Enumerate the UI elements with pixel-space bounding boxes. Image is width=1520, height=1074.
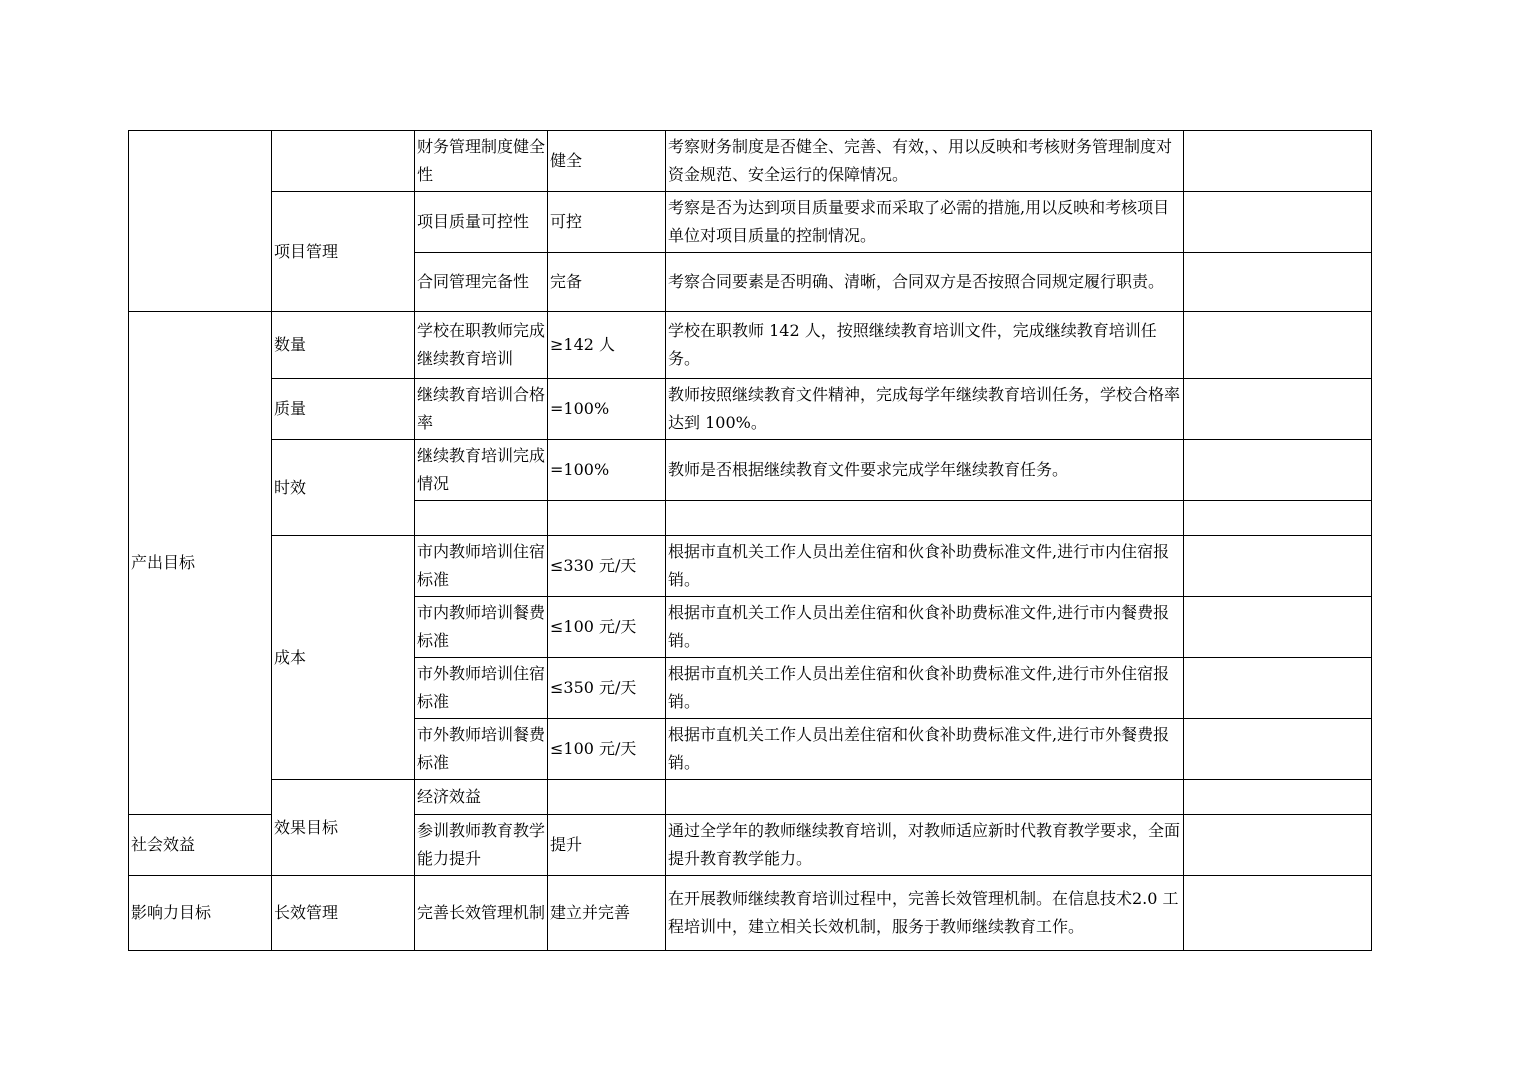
remark-cell — [1184, 815, 1372, 876]
remark-cell — [1184, 253, 1372, 312]
level2-cell-empty — [272, 131, 415, 192]
indicator-cell-empty — [415, 501, 548, 536]
description-cell: 教师按照继续教育文件精神，完成每学年继续教育培训任务，学校合格率达到 100%。 — [666, 379, 1184, 440]
table-row — [129, 192, 1372, 253]
value-cell: 健全 — [548, 131, 666, 192]
remark-cell — [1184, 379, 1372, 440]
level2-cell: 成本 — [272, 536, 415, 780]
level2-cell: 质量 — [272, 379, 415, 440]
indicator-cell: 完善长效管理机制 — [415, 876, 548, 951]
level2-cell: 项目管理 — [272, 192, 415, 312]
value-cell: 可控 — [548, 192, 666, 253]
level1-cell: 产出目标 — [129, 312, 272, 815]
value-cell: 完备 — [548, 253, 666, 312]
description-cell: 教师是否根据继续教育文件要求完成学年继续教育任务。 — [666, 440, 1184, 501]
value-cell: ≥142 人 — [548, 312, 666, 379]
description-cell: 考察是否为达到项目质量要求而采取了必需的措施,用以反映和考核项目单位对项目质量的控制情况。 — [666, 192, 1184, 253]
indicator-cell: 市内教师培训餐费标准 — [415, 597, 548, 658]
description-cell: 在开展教师继续教育培训过程中，完善长效管理机制。在信息技术2.0 工程培训中，建立相关长效机制，服务于教师继续教育工作。 — [666, 876, 1184, 951]
value-cell: ≤100 元/天 — [548, 597, 666, 658]
level2-cell: 时效 — [272, 440, 415, 536]
remark-cell — [1184, 312, 1372, 379]
description-cell: 根据市直机关工作人员出差住宿和伙食补助费标准文件,进行市内住宿报销。 — [666, 536, 1184, 597]
description-cell: 学校在职教师 142 人，按照继续教育培训文件，完成继续教育培训任务。 — [666, 312, 1184, 379]
remark-cell — [1184, 131, 1372, 192]
value-cell-empty — [666, 780, 1184, 815]
table-row — [129, 379, 1372, 440]
description-cell: 根据市直机关工作人员出差住宿和伙食补助费标准文件,进行市内餐费报销。 — [666, 597, 1184, 658]
value-cell: 提升 — [548, 815, 666, 876]
level1-cell: 效果目标 — [272, 780, 415, 876]
remark-cell — [1184, 597, 1372, 658]
level2-cell: 社会效益 — [129, 815, 272, 876]
indicator-cell: 学校在职教师完成继续教育培训 — [415, 312, 548, 379]
level2-cell: 经济效益 — [415, 780, 548, 815]
table-row — [129, 780, 1372, 815]
level2-cell: 长效管理 — [272, 876, 415, 951]
table-row — [129, 536, 1372, 597]
remark-cell — [1184, 192, 1372, 253]
remark-cell — [1184, 658, 1372, 719]
level2-cell: 数量 — [272, 312, 415, 379]
remark-cell — [1184, 876, 1372, 951]
description-cell: 根据市直机关工作人员出差住宿和伙食补助费标准文件,进行市外餐费报销。 — [666, 719, 1184, 780]
table-row — [129, 312, 1372, 379]
description-cell-empty — [666, 501, 1184, 536]
table-row — [129, 131, 1372, 192]
description-cell-empty — [1184, 780, 1372, 815]
value-cell: =100% — [548, 440, 666, 501]
indicator-cell: 合同管理完备性 — [415, 253, 548, 312]
remark-cell — [1184, 719, 1372, 780]
remark-cell — [1184, 536, 1372, 597]
table-row — [129, 876, 1372, 951]
value-cell: 建立并完善 — [548, 876, 666, 951]
value-cell: =100% — [548, 379, 666, 440]
indicator-cell-empty — [548, 780, 666, 815]
description-cell: 通过全学年的教师继续教育培训，对教师适应新时代教育教学要求，全面提升教育教学能力。 — [666, 815, 1184, 876]
indicator-cell: 参训教师教育教学能力提升 — [415, 815, 548, 876]
value-cell: ≤330 元/天 — [548, 536, 666, 597]
description-cell: 考察合同要素是否明确、清晰，合同双方是否按照合同规定履行职责。 — [666, 253, 1184, 312]
indicator-cell: 项目质量可控性 — [415, 192, 548, 253]
performance-indicator-table — [128, 130, 1372, 951]
level1-cell: 影响力目标 — [129, 876, 272, 951]
description-cell: 考察财务制度是否健全、完善、有效，、用以反映和考核财务管理制度对资金规范、安全运行的保障情况。 — [666, 131, 1184, 192]
indicator-cell: 市外教师培训餐费标准 — [415, 719, 548, 780]
indicator-cell: 市外教师培训住宿标准 — [415, 658, 548, 719]
indicator-cell: 财务管理制度健全性 — [415, 131, 548, 192]
description-cell: 根据市直机关工作人员出差住宿和伙食补助费标准文件,进行市外住宿报销。 — [666, 658, 1184, 719]
value-cell: ≤100 元/天 — [548, 719, 666, 780]
indicator-cell: 市内教师培训住宿标准 — [415, 536, 548, 597]
indicator-cell: 继续教育培训合格率 — [415, 379, 548, 440]
table-row — [129, 440, 1372, 501]
indicator-cell: 继续教育培训完成情况 — [415, 440, 548, 501]
value-cell-empty — [548, 501, 666, 536]
value-cell: ≤350 元/天 — [548, 658, 666, 719]
level1-cell-empty — [129, 131, 272, 312]
remark-cell — [1184, 440, 1372, 501]
remark-cell — [1184, 501, 1372, 536]
